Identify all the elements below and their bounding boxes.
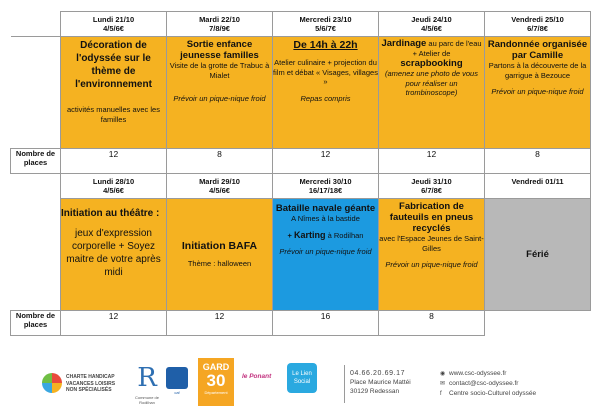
day-header: Jeudi 24/10 4/5/6€	[379, 12, 485, 37]
corner-blank	[11, 12, 61, 37]
charte-handicap-logo: CHARTE HANDICAP VACANCES LOISIRS NON SPÉCIALISÉS	[42, 371, 126, 397]
email-link[interactable]: contact@csc-odyssee.fr	[449, 380, 519, 387]
week2-activity-row	[11, 199, 591, 311]
day-header: Mercredi 23/10 5/6/7€	[273, 12, 379, 37]
day-header: Vendredi 25/10 6/7/8€	[485, 12, 591, 37]
places-count: 12	[61, 149, 167, 174]
day-header: Mardi 29/10 4/5/6€	[167, 174, 273, 199]
activity-cell: Décoration de l'odyssée sur le thème de l'environnement activités manuelles avec les familles	[61, 37, 167, 149]
day-header: Lundi 28/10 4/5/6€	[61, 174, 167, 199]
activity-cell: Férié	[485, 199, 591, 311]
address-block	[350, 369, 411, 396]
footer	[0, 355, 600, 415]
places-count: 12	[61, 311, 167, 336]
places-count: 16	[273, 311, 379, 336]
places-count: 12	[273, 149, 379, 174]
week2-header-row	[11, 174, 591, 199]
week1-places-row	[11, 149, 591, 174]
label-blank	[11, 37, 61, 149]
activity-cell: Initiation au théâtre : jeux d'expression corporelle + Soyez maitre de votre après midi	[61, 199, 167, 311]
rodilhan-logo: R Commune de Rodilhan	[134, 363, 159, 405]
city: 30129 Redessan	[350, 388, 400, 395]
caf-logo: caf	[166, 367, 188, 389]
places-count: 12	[379, 149, 485, 174]
contact-block	[440, 369, 536, 399]
day-header: Mardi 22/10 7/8/9€	[167, 12, 273, 37]
ponant-logo: le Ponant	[242, 373, 272, 380]
website-link[interactable]: www.csc-odyssee.fr	[449, 370, 507, 377]
activity-cell: Initiation BAFA Thème : halloween	[167, 199, 273, 311]
week1-header-row	[11, 12, 591, 37]
footer-divider	[344, 365, 345, 403]
activity-cell: Randonnée organisée par Camille Partons à la découverte de la garrigue à Bezouce Prévoir un pique-nique froid	[485, 37, 591, 149]
activity-cell: Sortie enfance jeunesse familles Visite de la grotte de Trabuc à Mialet Prévoir un pique-nique froid	[167, 37, 273, 149]
week1-activity-row	[11, 37, 591, 149]
mail-icon: ✉	[440, 381, 446, 387]
activity-cell: Bataille navale géante A Nîmes à la bastide + Karting à Rodilhan Prévoir un pique-nique froid	[273, 199, 379, 311]
facebook-icon: f	[440, 391, 442, 397]
facebook-link[interactable]: Centre socio-Culturel odyssée	[449, 390, 537, 397]
phone-number: 04.66.20.69.17	[350, 370, 406, 377]
places-count: 8	[485, 149, 591, 174]
places-count: 8	[379, 311, 485, 336]
label-blank	[11, 199, 61, 311]
street: Place Maurice Mattéi	[350, 379, 411, 386]
gard-logo: GARD 30 Département	[198, 358, 234, 406]
places-label: Nombre de places	[11, 149, 61, 174]
day-header: Lundi 21/10 4/5/6€	[61, 12, 167, 37]
places-count: 8	[167, 149, 273, 174]
lien-social-logo: Le Lien Social	[287, 363, 317, 393]
activity-cell: De 14h à 22h Atelier culinaire + projection du film et débat « Visages, villages » Repas compris	[273, 37, 379, 149]
activity-cell: Jardinage au parc de l'eau + Atelier de scrapbooking (amenez une photo de vous pour réaliser un trombinoscope)	[379, 37, 485, 149]
places-label: Nombre de places	[11, 311, 61, 336]
corner-blank	[11, 174, 61, 199]
day-header: Mercredi 30/10 16/17/18€	[273, 174, 379, 199]
globe-icon: ◉	[440, 371, 446, 377]
day-header: Vendredi 01/11	[485, 174, 591, 199]
activity-cell: Fabrication de fauteuils en pneus recyclés avec l'Espace Jeunes de Saint-Gilles Prévoir un pique-nique froid	[379, 199, 485, 311]
places-blank	[485, 311, 591, 336]
day-header: Jeudi 31/10 6/7/8€	[379, 174, 485, 199]
schedule-table	[10, 11, 591, 336]
week2-places-row	[11, 311, 591, 336]
places-count: 12	[167, 311, 273, 336]
handicap-circle-icon	[42, 373, 62, 393]
